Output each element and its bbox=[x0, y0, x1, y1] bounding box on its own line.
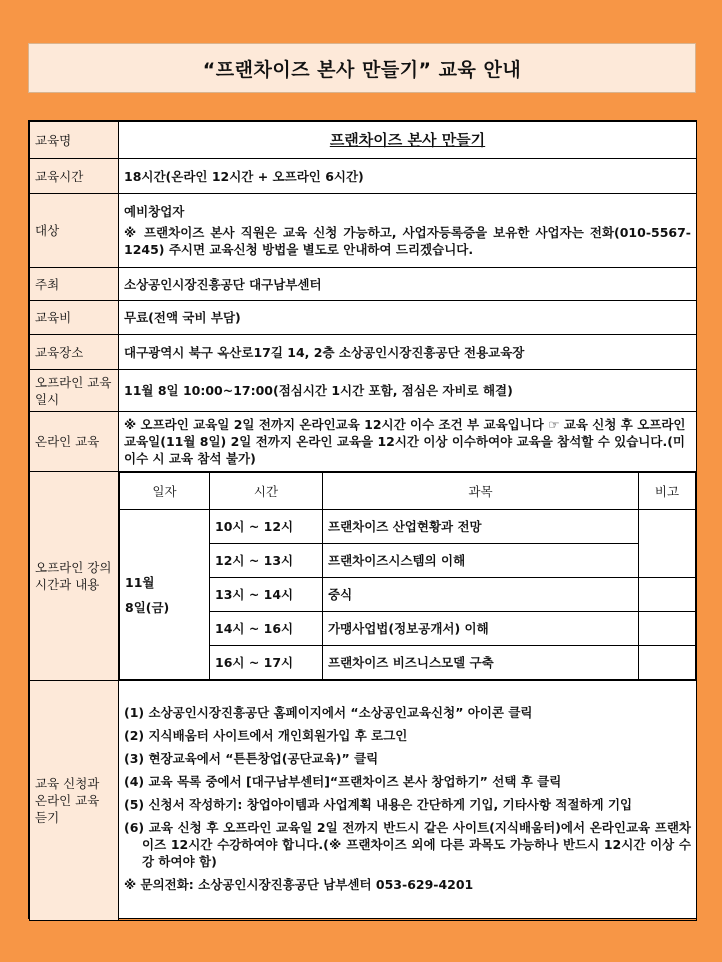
info-sheet bbox=[28, 120, 697, 919]
row-time bbox=[30, 159, 697, 194]
label-host: 주최 bbox=[30, 268, 119, 301]
schedule-subject: 가맹사업법(정보공개서) 이해 bbox=[323, 612, 639, 646]
contact-info: ※ 문의전화: 소상공인시장진흥공단 남부센터 053-629-4201 bbox=[124, 877, 474, 892]
header-note: 비고 bbox=[639, 473, 696, 510]
label-schedule: 오프라인 강의시간과 내용 bbox=[30, 472, 119, 681]
page-title: “프랜차이즈 본사 만들기” 교육 안내 bbox=[28, 43, 696, 93]
row-fee bbox=[30, 301, 697, 335]
row-name bbox=[30, 122, 697, 159]
label-place: 교육장소 bbox=[30, 335, 119, 370]
target-main: 예비창업자 bbox=[124, 204, 185, 219]
schedule-date: 11월 8일(금) bbox=[120, 510, 210, 680]
label-apply: 교육 신청과 온라인 교육 듣기 bbox=[30, 681, 119, 921]
apply-step: (6) 교육 신청 후 오프라인 교육일 2일 전까지 반드시 같은 사이트(지식배움터)에서 온라인교육 프랜차이즈 12시간 수강하여야 합니다.(※ 프랜차이즈 외에 다른 과목도 가능하나 반드시 12시간 이상 수강 하여야 함) bbox=[124, 820, 691, 869]
apply-step: (4) 교육 목록 중에서 [대구남부센터]“프랜차이즈 본사 창업하기” 선택 후 클릭 bbox=[124, 774, 562, 789]
schedule-time: 13시 ~ 14시 bbox=[210, 578, 323, 612]
label-fee: 교육비 bbox=[30, 301, 119, 335]
label-offline-date: 오프라인 교육 일시 bbox=[30, 370, 119, 412]
schedule-time: 16시 ~ 17시 bbox=[210, 646, 323, 680]
schedule-time: 12시 ~ 13시 bbox=[210, 544, 323, 578]
offline-date-value: 11월 8일 10:00~17:00(점심시간 1시간 포함, 점심은 자비로 해결) bbox=[119, 370, 697, 412]
target-note: ※ 프랜차이즈 본사 직원은 교육 신청 가능하고, 사업자등록증을 보유한 사업자는 전화(010-5567-1245) 주시면 교육신청 방법을 별도로 안내하여 드리겠습니다. bbox=[124, 225, 691, 257]
row-place bbox=[30, 335, 697, 370]
label-online: 온라인 교육 bbox=[30, 412, 119, 472]
schedule-time: 14시 ~ 16시 bbox=[210, 612, 323, 646]
row-host bbox=[30, 268, 697, 301]
info-table bbox=[29, 121, 697, 921]
header-time: 시간 bbox=[210, 473, 323, 510]
apply-step: (3) 현장교육에서 “튼튼창업(공단교육)” 클릭 bbox=[124, 751, 379, 766]
schedule-header bbox=[120, 473, 696, 510]
course-name: 프랜차이즈 본사 만들기 bbox=[119, 122, 697, 159]
label-name: 교육명 bbox=[30, 122, 119, 159]
header-subject: 과목 bbox=[323, 473, 639, 510]
row-apply bbox=[30, 681, 697, 921]
row-schedule bbox=[30, 472, 697, 681]
schedule-subject: 프랜차이즈 비즈니스모델 구축 bbox=[323, 646, 639, 680]
schedule-note bbox=[639, 578, 696, 612]
label-time: 교육시간 bbox=[30, 159, 119, 194]
host-value: 소상공인시장진흥공단 대구남부센터 bbox=[119, 268, 697, 301]
header-date: 일자 bbox=[120, 473, 210, 510]
schedule-note bbox=[639, 612, 696, 646]
schedule-note bbox=[639, 646, 696, 680]
row-online bbox=[30, 412, 697, 472]
schedule-subject: 중식 bbox=[323, 578, 639, 612]
schedule-note bbox=[639, 510, 696, 578]
apply-step: (2) 지식배움터 사이트에서 개인회원가입 후 로그인 bbox=[124, 728, 408, 743]
schedule-table bbox=[119, 472, 696, 680]
place-value: 대구광역시 북구 옥산로17길 14, 2층 소상공인시장진흥공단 전용교육장 bbox=[119, 335, 697, 370]
schedule-row bbox=[120, 510, 696, 544]
schedule-subject: 프랜차이즈시스템의 이해 bbox=[323, 544, 639, 578]
schedule-time: 10시 ~ 12시 bbox=[210, 510, 323, 544]
row-target bbox=[30, 194, 697, 268]
course-hours: 18시간(온라인 12시간 + 오프라인 6시간) bbox=[119, 159, 697, 194]
label-target: 대상 bbox=[30, 194, 119, 268]
online-value: ※ 오프라인 교육일 2일 전까지 온라인교육 12시간 이수 조건 부 교육입니다 ☞ 교육 신청 후 오프라인 교육일(11월 8일) 2일 전까지 온라인 교육을 12시간 이상 이수하여야 교육을 참석할 수 있습니다.(미 이수 시 교육 참석 불가) bbox=[119, 412, 697, 472]
schedule-subject: 프랜차이즈 산업현황과 전망 bbox=[323, 510, 639, 544]
row-offline-date bbox=[30, 370, 697, 412]
apply-step: (5) 신청서 작성하기: 창업아이템과 사업계획 내용은 간단하게 기입, 기타사항 적절하게 기입 bbox=[124, 797, 633, 812]
apply-step: (1) 소상공인시장진흥공단 홈페이지에서 “소상공인교육신청” 아이콘 클릭 bbox=[124, 705, 533, 720]
fee-value: 무료(전액 국비 부담) bbox=[119, 301, 697, 335]
